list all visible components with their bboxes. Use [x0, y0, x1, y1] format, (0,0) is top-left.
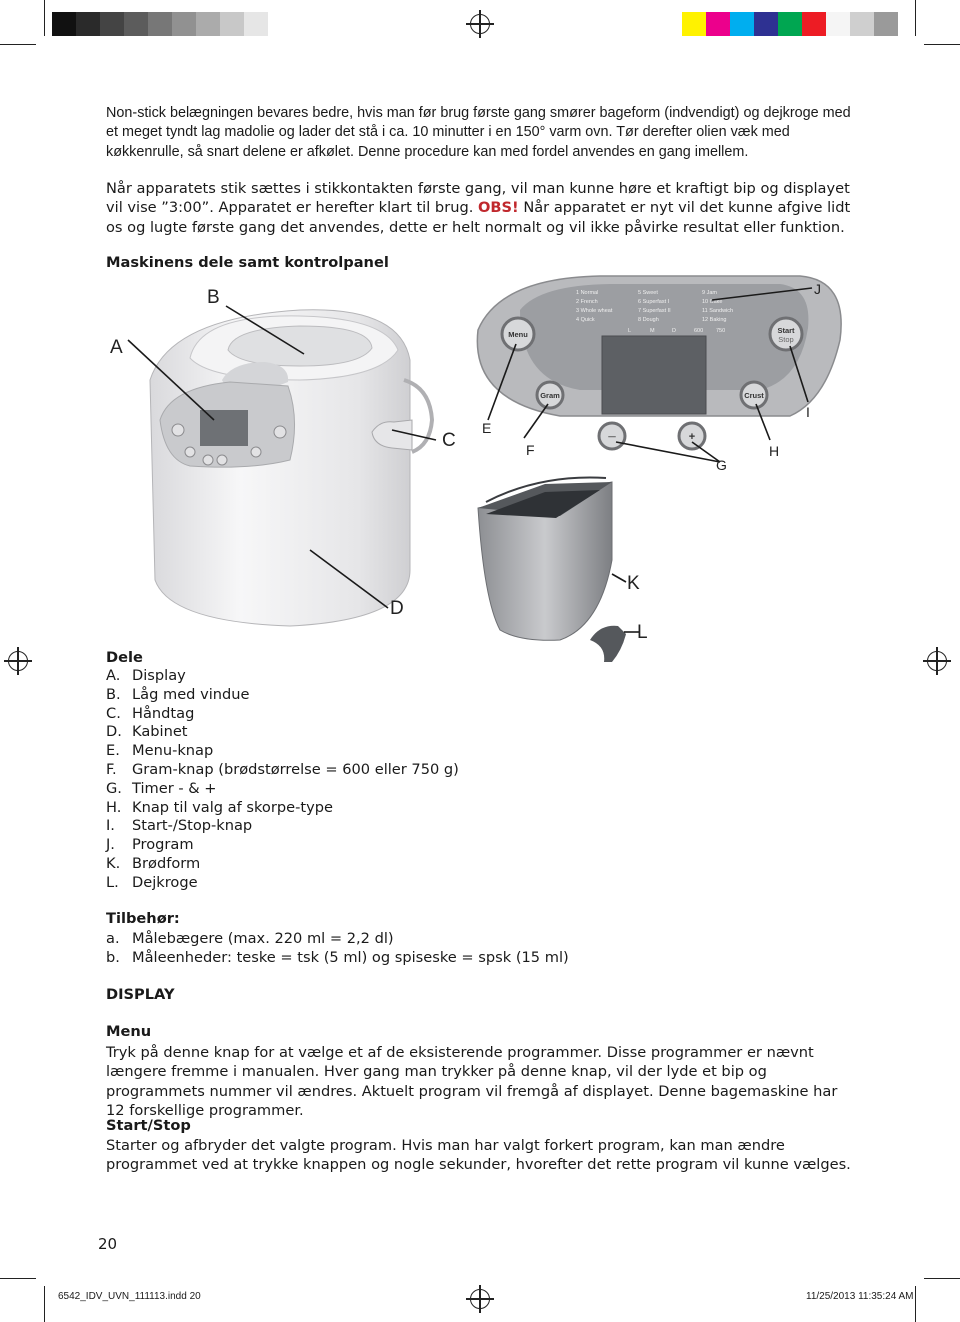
- gray-swatch: [52, 12, 76, 36]
- crop-mark: [924, 44, 960, 45]
- crust-button-label: Crust: [744, 391, 764, 400]
- list-item-letter: I.: [106, 817, 115, 835]
- color-swatch: [706, 12, 730, 36]
- list-item-letter: H.: [106, 798, 122, 816]
- program-entry: 12 Baking: [702, 317, 727, 323]
- label-k: K: [627, 573, 640, 594]
- list-item-text: Menu-knap: [132, 742, 214, 760]
- label-j: J: [814, 281, 821, 297]
- bread-maker-machine: [150, 310, 432, 626]
- kneading-paddle: [590, 626, 626, 662]
- label-i: I: [806, 404, 810, 420]
- label-g: G: [716, 457, 727, 473]
- gray-swatch: [172, 12, 196, 36]
- program-entry: 2 French: [576, 299, 598, 305]
- list-item-letter: a.: [106, 930, 120, 947]
- list-item-text: Knap til valg af skorpe-type: [132, 798, 333, 816]
- program-entry: 10 Cake: [702, 299, 723, 305]
- footer-file-info: 6542_IDV_UVN_111113.indd 20: [58, 1291, 201, 1302]
- list-item-letter: F.: [106, 760, 117, 778]
- label-c: C: [442, 430, 456, 451]
- list-item: [106, 799, 459, 818]
- list-item: [106, 874, 459, 893]
- list-item-letter: b.: [106, 948, 120, 966]
- list-item-text: Måleenheder: teske = tsk (5 ml) og spiseske = spsk (15 ml): [132, 948, 569, 966]
- list-item-text: Display: [132, 667, 186, 684]
- list-item-text: Gram-knap (brødstørrelse = 600 eller 750 g): [132, 760, 459, 778]
- crop-mark: [0, 44, 36, 45]
- list-item-letter: J.: [106, 836, 115, 854]
- section-title: Maskinens dele samt kontrolpanel: [106, 254, 389, 271]
- list-item: [106, 780, 459, 799]
- gray-swatch: [148, 12, 172, 36]
- list-item-letter: K.: [106, 854, 121, 872]
- list-item: [106, 705, 459, 724]
- bread-pan: [478, 478, 626, 663]
- registration-mark-bottom: [470, 1289, 490, 1309]
- program-entry: 4 Quick: [576, 317, 595, 323]
- size-indicator: L: [628, 328, 632, 334]
- color-swatch: [778, 12, 802, 36]
- gray-swatch: [76, 12, 100, 36]
- size-indicator: D: [672, 328, 676, 334]
- program-entry: 11 Sandwich: [702, 308, 734, 314]
- list-item-text: Kabinet: [132, 723, 188, 741]
- gram-button-label: Gram: [540, 391, 560, 400]
- intro-paragraph-1: Non-stick belægningen bevares bedre, hvis man før brug første gang smører bageform (indvendigt) og dejkroge med et meget tyndt lag madolie og lader det stå i ca. 10 minutter i en 150° varm ovn. Tør derefter olien væk med køkkenrulle, så snart delene er afkølet. Denne procedure kan med fordel anvendes en gang imellem.: [106, 105, 851, 160]
- list-item: [106, 949, 569, 968]
- crop-mark: [924, 1278, 960, 1279]
- page-number: 20: [98, 1235, 118, 1253]
- stop-button-label: Stop: [778, 335, 794, 344]
- list-item: [106, 723, 459, 742]
- size-indicator: 750: [716, 328, 726, 334]
- list-item-letter: D.: [106, 723, 122, 741]
- menu-title: Menu: [106, 1023, 152, 1040]
- intro-paragraph-2: [106, 179, 856, 237]
- list-item: [106, 742, 459, 761]
- timer-minus-label: —: [608, 432, 616, 441]
- list-item: [106, 817, 459, 836]
- list-item-text: Timer - & +: [132, 779, 217, 797]
- program-entry: 3 Whole wheat: [576, 308, 613, 314]
- parts-list: [106, 667, 459, 893]
- label-f: F: [526, 442, 535, 458]
- list-item-letter: B.: [106, 685, 121, 703]
- program-entry: 5 Sweet: [638, 290, 658, 296]
- crop-mark: [44, 1286, 45, 1322]
- intro-paragraph-2-text: Når apparatets stik sættes i stikkontakten første gang, vil man kunne høre et kraftigt bip og displayet vil vise ”3:00”. Apparatet er herefter klart til brug.: [106, 180, 850, 217]
- list-item-letter: E.: [106, 742, 120, 760]
- obs-label: OBS!: [477, 199, 519, 217]
- size-indicator: M: [650, 328, 655, 334]
- color-swatch-bar: [682, 12, 898, 36]
- startstop-title: Start/Stop: [106, 1117, 191, 1134]
- gray-swatch: [244, 12, 268, 36]
- footer-timestamp: 11/25/2013 11:35:24 AM: [806, 1291, 914, 1302]
- color-swatch: [802, 12, 826, 36]
- startstop-description: Starter og afbryder det valgte program. Hvis man har valgt forkert program, kan man ændre programmet ved at trykke knappen og nogle sekunder, hvorefter det rette program vil kunne vælges.: [106, 1137, 851, 1174]
- crop-mark: [0, 1278, 36, 1279]
- list-item: [106, 836, 459, 855]
- color-swatch: [682, 12, 706, 36]
- bread-maker-figure: [0, 270, 960, 670]
- label-b: B: [207, 287, 220, 308]
- list-item-text: Håndtag: [132, 704, 195, 722]
- list-item-text: Låg med vindue: [132, 685, 250, 703]
- color-swatch: [730, 12, 754, 36]
- program-entry: 7 Superfast II: [638, 308, 671, 314]
- list-item: [106, 930, 569, 949]
- list-item: [106, 761, 459, 780]
- crop-mark: [915, 1286, 916, 1322]
- list-item-letter: A.: [106, 667, 121, 684]
- menu-button-label: Menu: [508, 330, 528, 339]
- gray-swatch: [196, 12, 220, 36]
- program-entry: 8 Dough: [638, 317, 659, 323]
- crop-mark: [915, 0, 916, 36]
- gray-swatch: [220, 12, 244, 36]
- list-item-text: Målebægere (max. 220 ml = 2,2 dl): [132, 930, 394, 947]
- registration-mark-top: [470, 14, 490, 34]
- program-entry: 6 Superfast I: [638, 299, 670, 305]
- gray-color-bar: [52, 12, 268, 36]
- label-a: A: [110, 337, 123, 358]
- color-swatch: [826, 12, 850, 36]
- list-item-letter: L.: [106, 873, 119, 891]
- list-item-text: Dejkroge: [132, 873, 198, 891]
- display-title: DISPLAY: [106, 986, 175, 1003]
- list-item-text: Start-/Stop-knap: [132, 817, 253, 835]
- label-d: D: [390, 598, 404, 619]
- list-item-letter: G.: [106, 779, 122, 797]
- timer-plus-label: +: [688, 431, 696, 443]
- program-entry: 9 Jam: [702, 290, 717, 296]
- list-item-text: Program: [132, 836, 194, 854]
- list-item-letter: C.: [106, 704, 121, 722]
- label-e: E: [482, 420, 492, 436]
- accessories-list: [106, 930, 569, 968]
- gray-swatch: [124, 12, 148, 36]
- size-indicator: 600: [694, 328, 704, 334]
- control-panel: [477, 276, 841, 449]
- color-swatch: [754, 12, 778, 36]
- parts-title: Dele: [106, 649, 143, 666]
- list-item: [106, 686, 459, 705]
- list-item: [106, 667, 459, 686]
- start-button-label: Start: [777, 326, 795, 335]
- label-l: L: [637, 622, 648, 643]
- crop-mark: [44, 0, 45, 36]
- program-entry: 1 Normal: [576, 290, 599, 296]
- gray-swatch: [100, 12, 124, 36]
- accessories-title: Tilbehør:: [106, 910, 180, 927]
- label-h: H: [769, 443, 780, 459]
- list-item: [106, 855, 459, 874]
- color-swatch: [850, 12, 874, 36]
- list-item-text: Brødform: [132, 854, 201, 872]
- color-swatch: [874, 12, 898, 36]
- intro-paragraph-2-rest: Når apparatet er nyt vil det kunne afgive lidt os og lugte første gang det anvendes, dette er helt normalt og vil ikke påvirke resultat eller funktion.: [106, 199, 851, 236]
- menu-description: Tryk på denne knap for at vælge et af de eksisterende programmer. Disse programmer er nævnt længere fremme i manualen. Hver gang man trykker på denne knap, vil der lyde et bip og programmets nummer vil ændres. Aktuelt program vil fremgå af displayet. Denne bagemaskine har 12 forskellige programmer.: [106, 1044, 838, 1119]
